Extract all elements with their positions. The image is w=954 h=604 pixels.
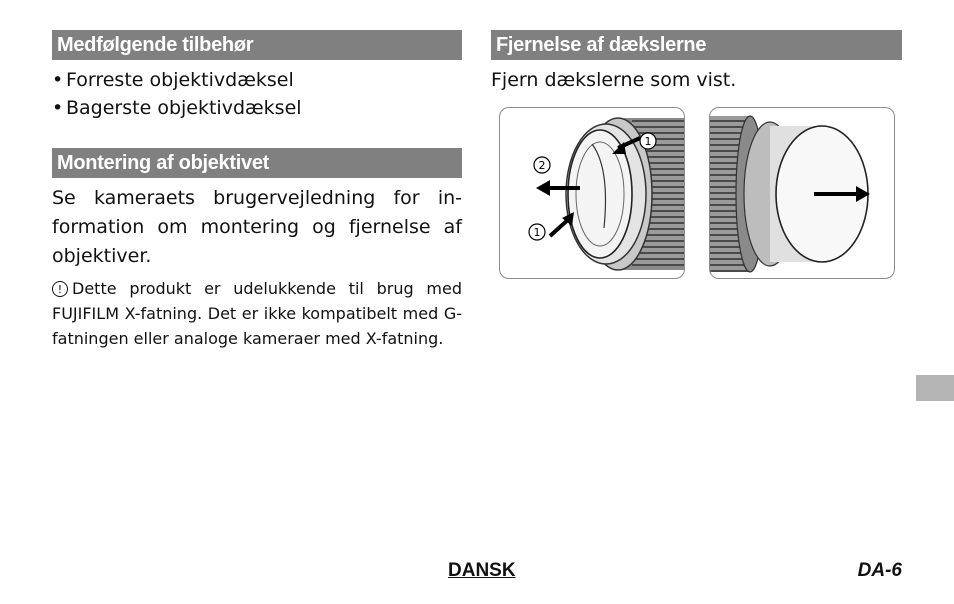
list-item: • Bagerste objektivdæksel — [52, 94, 302, 122]
removal-intro: Fjern dækslerne som vist. — [491, 69, 737, 91]
heading-removal: Fjernelse af dækslerne — [491, 30, 902, 60]
footer-language: DANSK — [448, 560, 516, 581]
section-tab — [916, 375, 954, 401]
page-number: DA-6 — [857, 560, 902, 581]
step-label: 1 — [644, 135, 652, 148]
list-item: • Forreste objektivdæksel — [52, 66, 302, 94]
front-cap-illustration — [499, 107, 685, 279]
rear-cap-illustration — [709, 107, 895, 279]
caution-text: Dette produkt er udelukkende til brug med FUJIFILM X-fatning. Det er ikke kompatibelt med G-fatningen eller analoge kameraer med X-fatning. — [52, 279, 462, 348]
front-cap-drawing — [500, 108, 685, 279]
step-label: 1 — [533, 226, 541, 239]
mounting-paragraph: Se kameraets brugervejledning for in-formation om montering og fjernelse af objektiver. — [52, 187, 462, 267]
step-label: 2 — [538, 159, 546, 172]
caution-note — [52, 276, 462, 351]
heading-mounting: Montering af objektivet — [52, 148, 462, 178]
heading-accessories: Medfølgende tilbehør — [52, 30, 462, 60]
caution-icon: ! — [52, 281, 68, 297]
rear-cap-drawing — [710, 108, 895, 279]
accessories-list — [52, 66, 302, 122]
